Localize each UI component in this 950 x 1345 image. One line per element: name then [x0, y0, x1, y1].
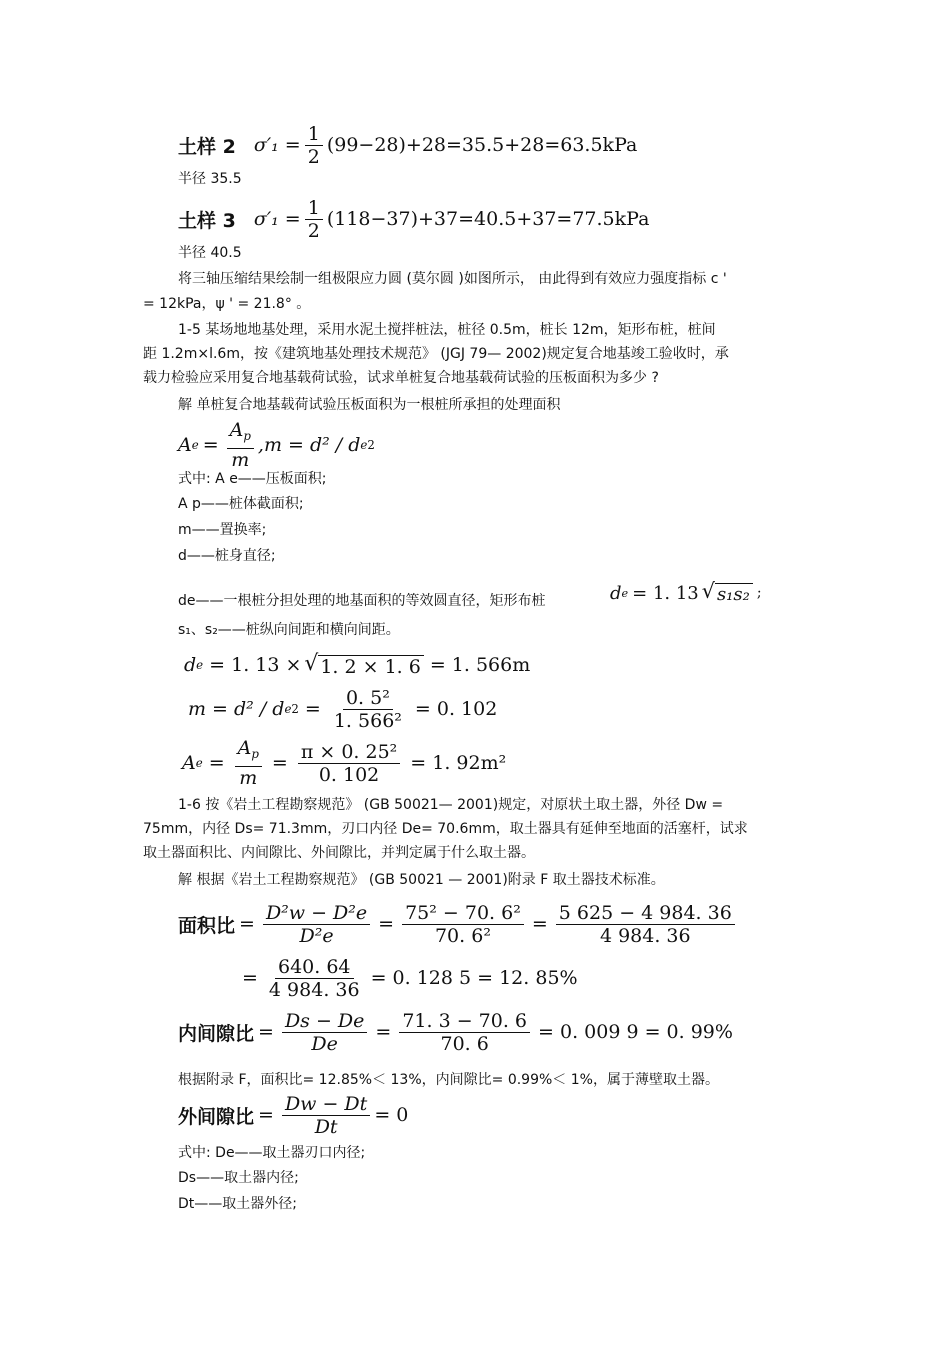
problem-1-6-solution: 解 根据《岩土工程勘察规范》 (GB 50021 — 2001)附录 F 取土器技术标准。 — [178, 872, 665, 888]
inner-ratio-label: 内间隙比 — [178, 1022, 255, 1045]
calc-ae-fraction-1: $\frac{A_p}{m}$ — [235, 737, 262, 788]
def-ds: Ds——取土器内径; — [178, 1170, 299, 1186]
def-d: d——桩身直径; — [178, 548, 276, 564]
sample3-fraction: $\frac{1}{2}$ — [305, 197, 323, 242]
def-ap: A p——桩体截面积; — [178, 496, 304, 512]
sample3-rhs: (118−37)+37=40.5+37=77.5kPa — [326, 208, 650, 230]
def-de: de——一根桩分担处理的地基面积的等效圆直径，矩形布桩 — [178, 593, 546, 609]
def-s1-s2: s₁、s₂——桩纵向间距和横向间距。 — [178, 622, 400, 638]
sqrt-symbol: √ s₁s₂ — [702, 581, 753, 606]
outer-ratio-label: 外间隙比 — [178, 1105, 255, 1128]
problem-1-5-line1: 1-5 某场地地基处理，采用水泥土搅拌桩法，桩径 0.5m，桩长 12m，矩形布桩，桩间 — [178, 322, 716, 338]
area-ratio-result: = $\frac{640. 64}{4 984. 36}$ = 0. 128 5 = 12. 85% — [242, 955, 578, 1001]
problem-1-6-line2: 75mm，内径 Ds= 71.3mm，刃口内径 De= 70.6mm，取土器具有延伸至地面的活塞杆，试求 — [143, 821, 748, 837]
calc-m-fraction: $\frac{\text{0. 5²}}{\text{1. 566²}}$ — [333, 686, 402, 732]
sample2-radius: 半径 35.5 — [178, 171, 242, 187]
area-ratio-label: 面积比 — [178, 914, 236, 937]
problem-1-5-line3: 载力检验应采用复合地基载荷试验，试求单桩复合地基载荷试验的压板面积为多少 ? — [143, 370, 659, 386]
plate-area-formula: A e = $\frac{A_p}{m}$ ,m = d² / d e 2 — [178, 419, 375, 471]
sample3-radius: 半径 40.5 — [178, 245, 242, 261]
sample3-lhs: σ′₁ = — [253, 208, 301, 230]
def-dt: Dt——取土器外径; — [178, 1196, 297, 1212]
problem-1-6-line3: 取土器面积比、内间隙比、外间隙比，并判定属于什么取土器。 — [143, 845, 535, 861]
def-de-cutting: 式中: De——取土器刃口内径; — [178, 1145, 366, 1161]
problem-1-6-line1: 1-6 按《岩土工程勘察规范》 (GB 50021— 2001)规定，对原状土取土器，外径 Dw = — [178, 797, 724, 813]
calc-ae-fraction-2: $\frac{\text{π × 0. 25²}}{0. 102}$ — [298, 741, 400, 786]
outer-ratio-equation: 外间隙比 = $\frac{Dw - Dt}{Dt}$ = 0 — [178, 1092, 409, 1138]
sample2-label: 土样 2 — [178, 135, 236, 158]
calc-m: m = d² / d e 2 = $\frac{\text{0. 5²}}{\text{1. 566²}}$ = 0. 102 — [188, 686, 498, 732]
plate-area-fraction: $\frac{A_p}{m}$ — [227, 419, 254, 470]
calc-ae: A e = $\frac{A_p}{m}$ = $\frac{\text{π × 0. 25²}}{0. 102}$ = 1. 92m² — [182, 737, 507, 789]
area-ratio-equation: 面积比 = $\frac{\text{D²w − D²e}}{\text{D²e}}$ = $\frac{\text{75² − 70. 6²}}{\text{70. 6²}}$ = $\frac{5 625 - 4 984. 36}{4 984. 36}$ — [178, 898, 739, 950]
calc-de: d e = 1. 13 × √ 1. 2 × 1. 6 = 1. 566m — [184, 650, 531, 678]
mohr-para-line1: 将三轴压缩结果绘制一组极限应力圆 (莫尔圆 )如图所示， 由此得到有效应力强度指标 c ' — [178, 271, 727, 287]
sample2-lhs: σ′₁ = — [253, 134, 301, 156]
problem-1-5-line2: 距 1.2m×l.6m，按《建筑地基处理技术规范》 (JGJ 79— 2002)规定复合地基竣工验收时，承 — [143, 346, 729, 362]
conclusion: 根据附录 F，面积比= 12.85%＜ 13%，内间隙比= 0.99%＜ 1%，属于薄壁取土器。 — [178, 1072, 719, 1088]
def-de-formula: d e = 1. 13 √ s₁s₂ ; — [610, 578, 762, 605]
sqrt-symbol: √ 1. 2 × 1. 6 — [304, 653, 423, 678]
inner-ratio-equation: 内间隙比 = $\frac{Ds - De}{De}$ = $\frac{71. 3 - 70. 6}{70. 6}$ = 0. 009 9 = 0. 99% — [178, 1009, 733, 1055]
sample2-fraction: $\frac{1}{2}$ — [305, 123, 323, 168]
mohr-para-line2: = 12kPa，ψ ' = 21.8° 。 — [143, 296, 311, 312]
sample2-rhs: (99−28)+28=35.5+28=63.5kPa — [326, 134, 638, 156]
sample3-label: 土样 3 — [178, 209, 236, 232]
def-m: m——置换率; — [178, 522, 267, 538]
sample3-equation — [178, 196, 649, 242]
sample2-equation — [178, 122, 637, 168]
def-ae: 式中: A e——压板面积; — [178, 471, 327, 487]
problem-1-5-solution: 解 单桩复合地基载荷试验压板面积为一根桩所承担的处理面积 — [178, 397, 561, 413]
